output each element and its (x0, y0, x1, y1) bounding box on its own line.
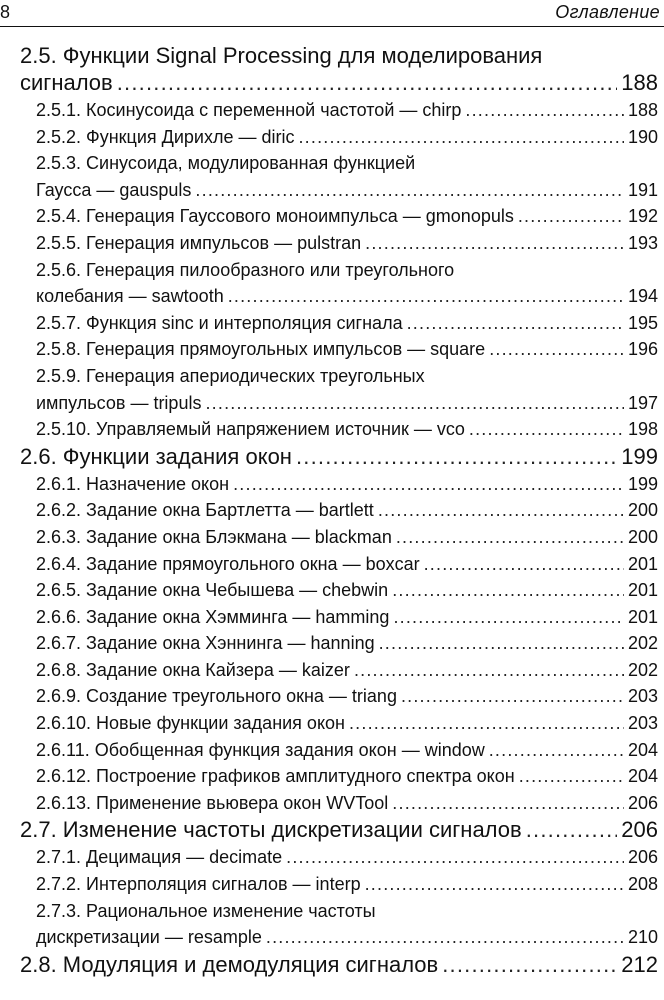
toc-subsection-entry (36, 630, 658, 657)
toc-entry-title-line: 2.5.6. Генерация пилообразного или треугольного (36, 259, 455, 280)
toc-entry-line (36, 790, 658, 817)
toc-page-number: 210 (627, 927, 658, 948)
toc-subsection-entry (36, 257, 658, 310)
toc-entry-title: 2.6.11. Обобщенная функция задания окон — window (36, 739, 485, 760)
dot-leader (392, 790, 624, 817)
toc-entry-line (36, 524, 658, 551)
toc-subsection-entry (36, 97, 658, 124)
toc-page-number: 201 (627, 553, 658, 574)
toc-entry-line (36, 551, 658, 578)
toc-entry-title: 2.6.4. Задание прямоугольного окна — boxcar (36, 553, 420, 574)
toc-entry-title: импульсов — tripuls (36, 392, 202, 413)
toc-page-number: 202 (627, 633, 658, 654)
toc-section-entry (20, 443, 658, 470)
toc-entry-line (36, 336, 658, 363)
toc-entry-title: 2.6.7. Задание окна Хэннинга — hanning (36, 633, 375, 654)
toc-page-number: 195 (627, 312, 658, 333)
toc-page-number: 190 (627, 126, 658, 147)
toc-subsection-entry (36, 790, 658, 817)
toc-entry-title: 2.6.10. Новые функции задания окон (36, 713, 345, 734)
toc-subsection-entry (36, 577, 658, 604)
toc-subsection-entry (36, 871, 658, 898)
toc-entry-title: 2.6.6. Задание окна Хэмминга — hamming (36, 606, 390, 627)
toc-subsection-entry (36, 497, 658, 524)
dot-leader (286, 844, 624, 871)
dot-leader (392, 577, 624, 604)
dot-leader (379, 630, 624, 657)
toc-entry-line (36, 763, 658, 790)
toc-page-number: 194 (627, 286, 658, 307)
toc-entry-title: колебания — sawtooth (36, 286, 224, 307)
dot-leader (465, 97, 624, 124)
page-header (0, 0, 664, 27)
toc-entry-title: 2.5.2. Функция Дирихле — diric (36, 126, 295, 147)
toc-entry-title-line: 2.7.3. Рациональное изменение частоты (36, 900, 376, 921)
toc-subsection-entry (36, 336, 658, 363)
toc-subsection-entry (36, 683, 658, 710)
toc-page-number: 201 (627, 606, 658, 627)
toc-page-number: 204 (627, 766, 658, 787)
toc-entry-line (36, 630, 658, 657)
toc-entry-title: сигналов (20, 70, 113, 95)
dot-leader (489, 336, 624, 363)
toc-page-number: 193 (627, 232, 658, 253)
toc-section-entry (20, 42, 658, 96)
toc-entry-title: 2.5.1. Косинусоида с переменной частотой — chirp (36, 100, 462, 120)
toc-page-number: 208 (627, 874, 658, 895)
toc-entry-title: 2.5.7. Функция sinc и интерполяция сигнала (36, 312, 403, 333)
dot-leader (354, 657, 624, 684)
toc-entry-line (20, 816, 658, 843)
toc-page-number: 191 (627, 179, 658, 200)
toc-subsection-entry (36, 710, 658, 737)
toc-entry-line (36, 471, 658, 498)
toc-page-number: 192 (627, 206, 658, 227)
toc-subsection-entry (36, 737, 658, 764)
toc-entry-line (36, 924, 658, 951)
toc-entry-line (36, 416, 658, 443)
toc-page-number: 200 (627, 526, 658, 547)
toc-entry-title: 2.6.9. Создание треугольного окна — triang (36, 686, 397, 707)
toc-page-number: 200 (627, 500, 658, 521)
toc-page-number: 204 (627, 739, 658, 760)
dot-leader (233, 471, 624, 498)
toc-subsection-entry (36, 124, 658, 151)
dot-leader (396, 524, 624, 551)
toc-entry-line (36, 737, 658, 764)
toc-page-number: 203 (627, 686, 658, 707)
dot-leader (469, 416, 624, 443)
toc-entry-title: 2.6.5. Задание окна Чебышева — chebwin (36, 580, 389, 601)
toc-page-number: 197 (627, 392, 658, 413)
toc-section-entry (20, 951, 658, 978)
toc-entry-title: 2.5.5. Генерация импульсов — pulstran (36, 232, 362, 253)
toc-entry-line (36, 230, 658, 257)
toc-page-number: 206 (621, 817, 658, 843)
toc-subsection-entry (36, 471, 658, 498)
toc-entry-title: 2.7.1. Децимация — decimate (36, 847, 283, 868)
toc-entry-title-line: 2.5. Функции Signal Processing для моделирования (20, 43, 543, 68)
dot-leader (519, 763, 624, 790)
toc-page-number: 188 (621, 70, 658, 95)
toc-entry-line (36, 577, 658, 604)
toc-entry-line (36, 203, 658, 230)
toc-entry-line (20, 951, 658, 978)
toc-entry-title: дискретизации — resample (36, 927, 262, 948)
toc-entry-line (36, 124, 658, 151)
toc-entry-title: 2.7.2. Интерполяция сигналов — interp (36, 874, 361, 895)
toc-entry-title: 2.5.4. Генерация Гауссового моноимпульса — gmonopuls (36, 206, 514, 227)
dot-leader (365, 230, 624, 257)
toc-page-number: 196 (627, 339, 658, 360)
toc-page-number: 206 (627, 792, 658, 813)
toc-entry-title: 2.5.8. Генерация прямоугольных импульсов — square (36, 339, 486, 360)
toc-page-number: 202 (627, 659, 658, 680)
toc-entry-title: 2.6. Функции задания окон (20, 443, 292, 469)
dot-leader (407, 310, 624, 337)
dot-leader (393, 604, 624, 631)
toc-subsection-entry (36, 150, 658, 203)
dot-leader (228, 283, 624, 310)
page-number: 8 (0, 2, 11, 22)
toc-page-number: 199 (621, 443, 658, 469)
toc-subsection-entry (36, 230, 658, 257)
toc-entry-title: 2.7. Изменение частоты дискретизации сигналов (20, 817, 522, 843)
toc-entry-title: 2.6.12. Построение графиков амплитудного спектра окон (36, 766, 515, 787)
toc-page-number: 199 (627, 473, 658, 494)
toc-page-number: 203 (627, 713, 658, 734)
toc-entry-title: 2.6.1. Назначение окон (36, 473, 230, 494)
toc-entry-title: 2.8. Модуляция и демодуляция сигналов (20, 951, 439, 977)
dot-leader (349, 710, 624, 737)
toc-page-number: 212 (621, 951, 658, 977)
toc-entry-line (36, 604, 658, 631)
toc-entry-line (20, 69, 658, 96)
toc-section-entry (20, 816, 658, 843)
toc-entry-line (36, 310, 658, 337)
dot-leader (518, 203, 624, 230)
toc-subsection-entry (36, 310, 658, 337)
dot-leader (205, 390, 623, 417)
toc-entry-title: 2.6.2. Задание окна Бартлетта — bartlett (36, 500, 374, 521)
toc-entry-line (36, 497, 658, 524)
toc-entry-title: 2.5.10. Управляемый напряжением источник — vco (36, 419, 465, 440)
dot-leader (424, 551, 624, 578)
toc-page-number: 206 (627, 847, 658, 868)
toc-entry-line (36, 871, 658, 898)
toc-entry-title-line: 2.5.9. Генерация апериодических треугольных (36, 365, 425, 386)
toc-entry-title: 2.6.3. Задание окна Блэкмана — blackman (36, 526, 392, 547)
toc-page-number: 198 (627, 419, 658, 440)
dot-leader (401, 683, 624, 710)
toc-subsection-entry (36, 898, 658, 951)
toc-subsection-entry (36, 844, 658, 871)
toc-entry-title: 2.6.13. Применение вьювера окон WVTool (36, 792, 389, 813)
toc-subsection-entry (36, 363, 658, 416)
dot-leader (266, 924, 624, 951)
dot-leader (489, 737, 624, 764)
dot-leader (296, 443, 617, 470)
toc-entry-line (36, 283, 658, 310)
dot-leader (117, 69, 618, 96)
toc-page-number: 201 (627, 580, 658, 601)
toc-subsection-entry (36, 763, 658, 790)
toc-page-number: 188 (627, 100, 658, 120)
dot-leader (442, 951, 617, 978)
toc-subsection-entry (36, 416, 658, 443)
toc-subsection-entry (36, 604, 658, 631)
toc-entry-line (36, 710, 658, 737)
running-title: Оглавление (555, 2, 660, 22)
toc-entry-line (36, 657, 658, 684)
dot-leader (378, 497, 624, 524)
toc-entry-title: 2.6.8. Задание окна Кайзера — kaizer (36, 659, 350, 680)
toc-entry-title: Гаусса — gauspuls (36, 179, 192, 200)
toc-entry-line (36, 97, 658, 124)
toc-entry-line (36, 177, 658, 204)
toc-entry-line (20, 443, 658, 470)
toc-subsection-entry (36, 524, 658, 551)
dot-leader (298, 124, 623, 151)
toc-entry-line (36, 844, 658, 871)
dot-leader (526, 816, 618, 843)
toc-entry-line (36, 683, 658, 710)
dot-leader (195, 177, 624, 204)
toc-entry-title-line: 2.5.3. Синусоида, модулированная функцией (36, 153, 416, 174)
toc-subsection-entry (36, 657, 658, 684)
dot-leader (365, 871, 624, 898)
table-of-contents (0, 42, 664, 979)
toc-entry-line (36, 390, 658, 417)
toc-subsection-entry (36, 203, 658, 230)
toc-subsection-entry (36, 551, 658, 578)
